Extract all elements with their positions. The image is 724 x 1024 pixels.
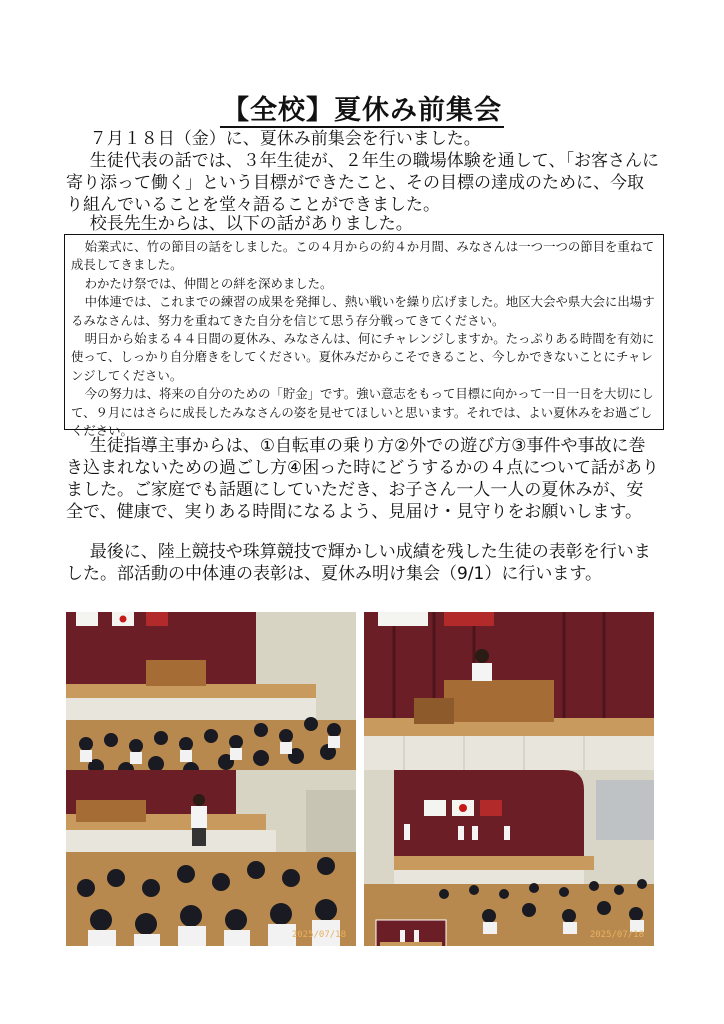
page-title: 【全校】夏休み前集会 <box>222 95 502 126</box>
paragraph-principal-lead: 校長先生からは、以下の話がありました。 <box>89 214 413 234</box>
speech-paragraph: 中体連では、これまでの練習の成果を発揮し、熱い戦いを繰り広げました。地区大会や県大会に出場するみなさんは、努力を重ねてきた自分を信じて思う存分戦ってきてください。 <box>71 294 655 328</box>
paragraph-intro: ７月１８日（金）に、夏休み前集会を行いました。 <box>89 129 481 149</box>
principal-speech-box <box>64 234 664 439</box>
speech-paragraph: 今の努力は、将来の自分のための「貯金」です。強い意志をもって目標に向かって一日一日を大切にして、９月にはさらに成長したみなさんの姿を見せてほしいと思います。それでは、よい夏休みをお過ごしください。 <box>71 386 654 439</box>
photo-speaker-podium-image <box>364 612 654 788</box>
photo-assembly-stage-image <box>66 612 356 788</box>
photo-date-stamp: 2025/07/18 <box>291 930 346 940</box>
photo-date-stamp: 2025/07/18 <box>589 930 644 940</box>
paragraph-awards: 最後に、陸上競技や珠算競技で輝かしい成績を残した生徒の表彰を行いました。部活動の中体連の表彰は、夏休み明け集会（9/1）に行います。 <box>66 542 651 584</box>
photo-teacher-floor-image <box>66 770 356 946</box>
photo-assembly-stage <box>66 612 356 788</box>
photo-speaker-podium <box>364 612 654 788</box>
speech-paragraph: わかたけ祭では、仲間との絆を深めました。 <box>84 275 333 291</box>
paragraph-student-rep: 生徒代表の話では、３年生徒が、２年生の職場体験を通して、「お客さんに寄り添って働く」という目標ができたこと、その目標の達成のために、今取り組んでいることを堂々語ることができました。 <box>66 151 659 215</box>
photo-award-ceremony <box>364 770 654 946</box>
speech-paragraph: 始業式に、竹の節目の話をしました。この４月からの約４か月間、みなさんは一つ一つの節目を重ねて成長してきました。 <box>71 239 655 273</box>
photo-award-ceremony-image <box>364 770 654 946</box>
photo-teacher-floor <box>66 770 356 946</box>
speech-paragraph: 明日から始まる４４日間の夏休み、みなさんは、何にチャレンジしますか。たっぷりある時間を有効に使って、しっかり自分磨きをしてください。夏休みだからこそできること、今しかできないことにチャレンジしてください。 <box>71 331 655 383</box>
paragraph-guidance: 生徒指導主事からは、①自転車の乗り方②外での遊び方③事件や事故に巻き込まれないための過ごし方④困った時にどうするかの４点について話がありました。ご家庭でも話題にしていただき、お子さん一人一人の夏休みが、安全で、健康で、実りある時間になるよう、見届け・見守りをお願いします。 <box>66 436 659 522</box>
